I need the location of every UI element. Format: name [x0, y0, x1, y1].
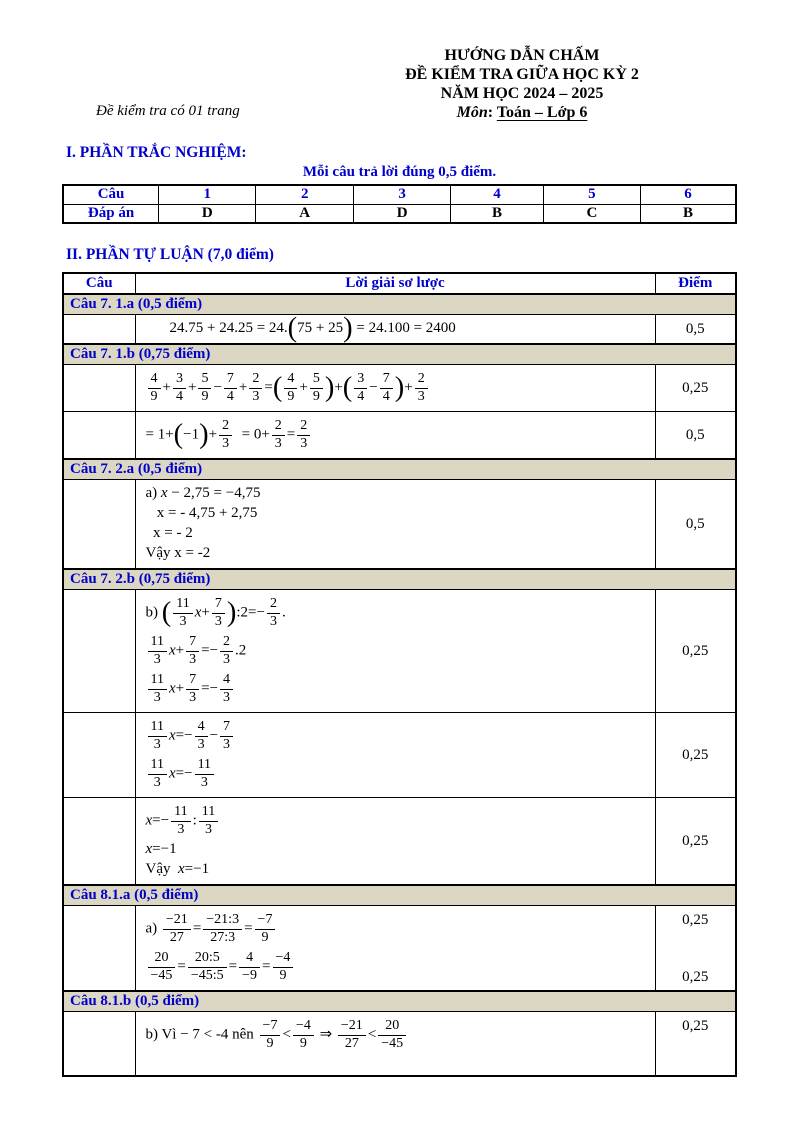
essay-column-header: Điểm — [655, 273, 736, 294]
open-paren: ( — [342, 372, 353, 404]
question-cell — [63, 906, 135, 992]
fraction: $\frac{4}{-9}$ — [239, 950, 260, 984]
fraction: $\frac{7}{4}$ — [224, 371, 237, 405]
points-cell — [655, 365, 736, 412]
fraction: $\frac{20}{-45}$ — [378, 1018, 406, 1052]
mc-question-number: 1 — [159, 185, 256, 204]
solution-row — [63, 365, 736, 412]
fraction: $\frac{2}{3}$ — [249, 371, 262, 405]
document-header-row — [62, 46, 737, 122]
question-cell — [63, 1012, 135, 1076]
mc-question-number: 5 — [543, 185, 640, 204]
subject-label: Môn — [456, 104, 488, 121]
section1-title: I. PHẦN TRẮC NGHIỆM: — [66, 144, 247, 161]
close-paren: ) — [324, 372, 335, 404]
section-header-label: Câu 7. 2.b (0,75 điểm) — [63, 569, 736, 590]
fraction: $\frac{7}{4}$ — [380, 371, 393, 405]
solution-line: Vậy x=−1 — [145, 861, 210, 878]
section-header-row — [63, 885, 736, 906]
open-paren: ( — [161, 597, 172, 629]
points-cell — [655, 480, 736, 570]
points-cell — [655, 412, 736, 460]
fraction: $\frac{4}{9}$ — [148, 371, 161, 405]
fraction: $\frac{7}{3}$ — [212, 596, 225, 630]
fraction: $\frac{11}{3}$ — [173, 596, 192, 630]
variable-x: x — [145, 812, 153, 829]
section-header-label: Câu 8.1.a (0,5 điểm) — [63, 885, 736, 906]
section1-subtitle: Mỗi câu trả lời đúng 0,5 điểm. — [302, 164, 497, 180]
close-paren: ) — [199, 419, 209, 451]
mc-answer: B — [641, 204, 736, 223]
close-paren: ) — [343, 312, 353, 344]
solution-line: x=−1 — [145, 841, 177, 858]
solution-line: Vậy x = -2 — [145, 545, 211, 562]
section-header-row — [63, 459, 736, 480]
solution-line: = 1+(−1)+ $\frac{2}{3}$ = 0+ $\frac{2}{3}$ = $\frac{2}{3}$ — [146, 417, 651, 453]
fraction: $\frac{2}{3}$ — [415, 371, 428, 405]
fraction: $\frac{7}{3}$ — [186, 672, 199, 706]
solution-cell — [135, 798, 655, 886]
fraction: $\frac{20:5}{-45:5}$ — [188, 950, 227, 984]
points-value: 0,5 — [685, 515, 705, 532]
multiple-choice-answer-table — [62, 184, 737, 224]
solution-cell — [135, 312, 655, 345]
fraction: $\frac{2}{3}$ — [219, 418, 232, 452]
fraction: $\frac{2}{3}$ — [267, 596, 280, 630]
fraction: $\frac{20}{-45}$ — [148, 950, 176, 984]
fraction: $\frac{3}{4}$ — [173, 371, 186, 405]
essay-column-header: Câu — [63, 273, 135, 294]
points-cell — [655, 906, 736, 992]
points-value: 0,5 — [685, 320, 705, 337]
title-line-2: ĐỀ KIỂM TRA GIỮA HỌC KỲ 2 — [405, 66, 639, 83]
fraction: $\frac{4}{3}$ — [195, 719, 208, 753]
mc-row-label: Đáp án — [63, 204, 159, 223]
points-cell — [655, 1012, 736, 1076]
points-value: 0,5 — [685, 426, 705, 443]
solution-row — [63, 315, 736, 345]
open-paren: ( — [287, 312, 298, 344]
solution-line: a) x − 2,75 = −4,75 — [145, 485, 261, 502]
points-cell — [655, 590, 736, 713]
section-header-row — [63, 569, 736, 590]
solution-cell — [135, 365, 655, 412]
fraction: $\frac{11}{3}$ — [199, 804, 218, 838]
points-value: 0,25 — [682, 912, 709, 929]
mc-question-number: 2 — [256, 185, 353, 204]
open-paren: ( — [272, 372, 283, 404]
solution-row — [63, 713, 736, 798]
fraction: $\frac{11}{3}$ — [148, 634, 167, 668]
section-header-label: Câu 8.1.b (0,5 điểm) — [63, 991, 736, 1012]
solution-cell — [135, 906, 655, 992]
solution-cell — [135, 590, 655, 713]
solution-row — [63, 798, 736, 886]
variable-x: x — [168, 680, 176, 697]
points-cell — [655, 713, 736, 798]
title-line-1: HƯỚNG DẪN CHẤM — [444, 47, 600, 64]
fraction: $\frac{-7}{9}$ — [255, 912, 276, 946]
fraction: $\frac{-7}{9}$ — [260, 1018, 281, 1052]
close-paren: ) — [394, 372, 405, 404]
solution-row — [63, 412, 736, 460]
variable-x: x — [168, 642, 176, 659]
fraction: $\frac{-21:3}{27:3}$ — [203, 912, 242, 946]
fraction: $\frac{11}{3}$ — [148, 719, 167, 753]
section2-title: II. PHẦN TỰ LUẬN (7,0 điểm) — [66, 246, 274, 263]
mc-table-row — [63, 185, 736, 204]
fraction: $\frac{7}{3}$ — [220, 719, 233, 753]
variable-x: x — [178, 861, 185, 878]
question-cell — [63, 315, 135, 345]
fraction: $\frac{11}{3}$ — [148, 757, 167, 791]
open-paren: ( — [173, 419, 184, 451]
fraction: $\frac{7}{3}$ — [186, 634, 199, 668]
variable-x: x — [160, 485, 168, 502]
fraction: $\frac{-4}{9}$ — [273, 950, 294, 984]
question-cell — [63, 798, 135, 886]
close-paren: ) — [226, 597, 237, 629]
fraction: $\frac{5}{9}$ — [310, 371, 323, 405]
fraction: $\frac{2}{3}$ — [272, 418, 285, 452]
mc-question-number: 6 — [641, 185, 736, 204]
essay-solution-table — [62, 272, 737, 1077]
fraction: $\frac{11}{3}$ — [148, 672, 167, 706]
section-header-row — [63, 344, 736, 365]
solution-row — [63, 590, 736, 713]
section-header-row — [63, 294, 736, 315]
solution-line: x = - 2 — [145, 525, 193, 542]
solution-cell — [135, 713, 655, 798]
solution-line: 24.75 + 24.25 = 24.(75 + 25) = 24.100 = 2400 — [169, 312, 456, 344]
mc-table-row — [63, 204, 736, 223]
fraction: $\frac{5}{9}$ — [198, 371, 211, 405]
mc-row-label: Câu — [63, 185, 159, 204]
solution-line: $\frac{11}{3}$ x+ $\frac{7}{3}$ =− $\frac{2}{3}$ .2 — [146, 633, 651, 669]
points-value: 0,25 — [682, 832, 709, 849]
solution-row — [63, 1012, 736, 1076]
mc-answer: A — [256, 204, 353, 223]
points-value: 0,25 — [682, 642, 709, 659]
solution-cell — [135, 480, 655, 570]
mc-answer: D — [159, 204, 256, 223]
solution-line: b) Vì − 7 < -4 nên $\frac{-7}{9}$ < $\frac{-4}{9}$ ⇒ $\frac{-21}{27}$ < $\frac{20}{-45}$ — [146, 1017, 651, 1053]
points-value: 0,25 — [682, 746, 709, 763]
mc-answer: C — [543, 204, 640, 223]
solution-row — [63, 906, 736, 992]
solution-cell — [135, 1012, 655, 1076]
mc-answer: D — [353, 204, 450, 223]
fraction: $\frac{11}{3}$ — [171, 804, 190, 838]
fraction: $\frac{-21}{27}$ — [338, 1018, 366, 1052]
variable-x: x — [145, 841, 153, 858]
solution-cell — [135, 412, 655, 460]
solution-line: $\frac{11}{3}$ x=− $\frac{11}{3}$ — [146, 756, 651, 792]
fraction: $\frac{2}{3}$ — [220, 634, 233, 668]
question-cell — [63, 365, 135, 412]
solution-line: $\frac{11}{3}$ x=− $\frac{4}{3}$ − $\frac{7}{3}$ — [146, 718, 651, 754]
essay-column-header: Lời giải sơ lược — [135, 273, 655, 294]
subject-line — [337, 103, 707, 122]
mc-question-number: 3 — [353, 185, 450, 204]
question-cell — [63, 412, 135, 460]
mc-answer: B — [451, 204, 543, 223]
solution-line: $\frac{20}{-45}$ = $\frac{20:5}{-45:5}$ = $\frac{4}{-9}$ = $\frac{-4}{9}$ — [146, 949, 651, 985]
solution-line: $\frac{4}{9}$ + $\frac{3}{4}$ + $\frac{5}{9}$ − $\frac{7}{4}$ + $\frac{2}{3}$ =( $\frac{4}{9}$ + $\frac{5}{9}$ )+( $\frac{3}{4}$ − $\frac{7}{4}$ )+ $\frac{2}{3}$ — [146, 370, 651, 406]
question-cell — [63, 713, 135, 798]
mc-question-number: 4 — [451, 185, 543, 204]
question-cell — [63, 480, 135, 570]
points-cell — [655, 315, 736, 345]
question-cell — [63, 590, 135, 713]
fraction: $\frac{11}{3}$ — [195, 757, 214, 791]
section-header-row — [63, 991, 736, 1012]
title-line-3: NĂM HỌC 2024 – 2025 — [440, 85, 604, 102]
points-value: 0,25 — [682, 379, 709, 396]
solution-line: a) $\frac{-21}{27}$ = $\frac{-21:3}{27:3}$ = $\frac{-7}{9}$ — [146, 911, 651, 947]
fraction: $\frac{-21}{27}$ — [163, 912, 191, 946]
subject-separator: : — [487, 104, 497, 121]
points-cell — [655, 798, 736, 886]
fraction: $\frac{4}{3}$ — [220, 672, 233, 706]
variable-x: x — [168, 765, 176, 782]
section-header-label: Câu 7. 2.a (0,5 điểm) — [63, 459, 736, 480]
solution-line: b) ( $\frac{11}{3}$ x+ $\frac{7}{3}$ ):2=− $\frac{2}{3}$ . — [145, 596, 286, 629]
subject-value: Toán – Lớp 6 — [496, 104, 588, 121]
fraction: $\frac{2}{3}$ — [297, 418, 310, 452]
points-value: 0,25 — [682, 1018, 709, 1035]
solution-line: x = - 4,75 + 2,75 — [145, 505, 258, 522]
solution-line: x=− $\frac{11}{3}$ : $\frac{11}{3}$ — [146, 803, 651, 839]
essay-table-header-row — [63, 273, 736, 294]
variable-x: x — [194, 604, 202, 621]
section-header-label: Câu 7. 1.a (0,5 điểm) — [63, 294, 736, 315]
points-value: 0,25 — [682, 969, 709, 986]
document-title-block — [337, 46, 707, 122]
fraction: $\frac{4}{9}$ — [284, 371, 297, 405]
exam-page-note: Đề kiểm tra có 01 trang — [96, 103, 240, 119]
section-header-label: Câu 7. 1.b (0,75 điểm) — [63, 344, 736, 365]
fraction: $\frac{-4}{9}$ — [293, 1018, 314, 1052]
solution-line: $\frac{11}{3}$ x+ $\frac{7}{3}$ =− $\frac{4}{3}$ — [146, 671, 651, 707]
variable-x: x — [168, 727, 176, 744]
fraction: $\frac{3}{4}$ — [354, 371, 367, 405]
solution-row — [63, 480, 736, 570]
